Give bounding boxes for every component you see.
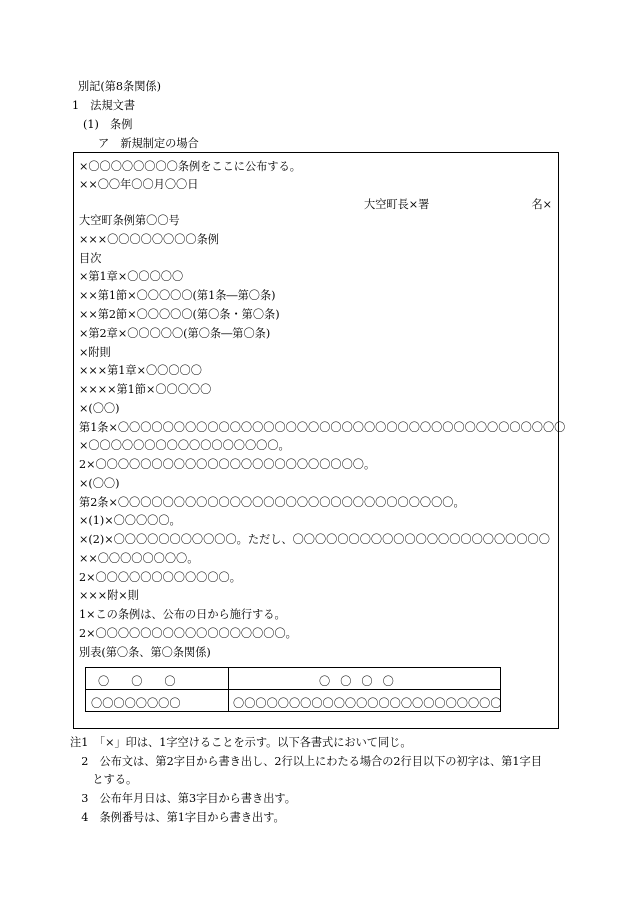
article-1-paragraph-2: 2×〇〇〇〇〇〇〇〇〇〇〇〇〇〇〇〇〇〇〇〇〇〇〇〇。 — [79, 458, 376, 471]
note-1: 注1 「×」印は、1字空けることを示す。以下各書式において同じ。 — [70, 736, 412, 749]
supplementary-provision-2: 2×〇〇〇〇〇〇〇〇〇〇〇〇〇〇〇〇〇。 — [79, 627, 297, 640]
supplementary-heading: ×××附×則 — [79, 589, 139, 602]
article-2-item-2-line-1: ×(2)×〇〇〇〇〇〇〇〇〇〇〇。ただし、〇〇〇〇〇〇〇〇〇〇〇〇〇〇〇〇〇〇〇〇〇〇〇 — [79, 533, 550, 546]
article-2-paragraph-2: 2×〇〇〇〇〇〇〇〇〇〇〇〇。 — [79, 571, 241, 584]
ordinance-title: ×××〇〇〇〇〇〇〇〇条例 — [79, 233, 219, 246]
annex-table — [85, 667, 501, 712]
article-caption: ×(〇〇) — [79, 477, 120, 490]
table-cell: 〇〇〇〇〇〇〇〇〇〇〇〇〇〇〇〇〇〇〇〇〇〇〇〇 — [233, 697, 502, 710]
toc-item: ×第1章×〇〇〇〇〇 — [79, 270, 184, 283]
note-3: 3 公布年月日は、第3字目から書き出す。 — [70, 792, 296, 805]
table-header-cell: 〇〇〇 — [86, 668, 229, 690]
subsection-heading: (1) 条例 — [83, 118, 133, 131]
chapter-heading: ×××第1章×〇〇〇〇〇 — [79, 364, 202, 377]
article-2-item-2-line-2: ××〇〇〇〇〇〇〇〇。 — [79, 552, 199, 565]
article-2-line-1: 第2条×〇〇〇〇〇〇〇〇〇〇〇〇〇〇〇〇〇〇〇〇〇〇〇〇〇〇〇〇〇〇。 — [79, 496, 465, 509]
article-1-line-2: ×〇〇〇〇〇〇〇〇〇〇〇〇〇〇〇〇〇。 — [79, 439, 290, 452]
article-caption: ×(〇〇) — [79, 402, 120, 415]
annex-heading: 別記(第8条関係) — [78, 80, 161, 93]
toc-title: 目次 — [79, 252, 102, 265]
mayor-title: 大空町長×署 — [364, 198, 430, 211]
note-4: 4 条例番号は、第1字目から書き出す。 — [70, 811, 285, 824]
promulgation-text: ×〇〇〇〇〇〇〇〇条例をここに公布する。 — [79, 160, 301, 173]
table-header-cell: 〇〇〇〇 — [229, 668, 500, 690]
toc-item: ××第2節×〇〇〇〇〇(第〇条・第〇条) — [79, 308, 280, 321]
mayor-name: 名× — [531, 198, 552, 211]
ordinance-number: 大空町条例第〇〇号 — [79, 214, 180, 227]
article-2-item-1: ×(1)×〇〇〇〇〇。 — [79, 514, 181, 527]
promulgation-date: ××〇〇年〇〇月〇〇日 — [79, 178, 199, 191]
supplementary-provision-1: 1×この条例は、公布の日から施行する。 — [79, 608, 286, 621]
toc-item: ×附則 — [79, 346, 111, 359]
note-2: 2 公布文は、第2字目から書き出し、2行以上にわたる場合の2行目以下の初字は、第1字目 — [70, 755, 542, 768]
toc-item: ×第2章×〇〇〇〇〇(第〇条―第〇条) — [79, 327, 271, 340]
section-heading: 1 法規文書 — [72, 99, 136, 112]
table-caption: 別表(第〇条、第〇条関係) — [79, 646, 211, 659]
article-1-line-1: 第1条×〇〇〇〇〇〇〇〇〇〇〇〇〇〇〇〇〇〇〇〇〇〇〇〇〇〇〇〇〇〇〇〇〇〇〇〇〇〇〇〇 — [79, 421, 566, 434]
table-cell: 〇〇〇〇〇〇〇〇 — [86, 690, 229, 711]
note-2-continued: とする。 — [70, 773, 138, 786]
ordinance-template-frame — [73, 152, 566, 729]
toc-item: ××第1節×〇〇〇〇〇(第1条―第〇条) — [79, 289, 276, 302]
section-title: ××××第1節×〇〇〇〇〇 — [79, 383, 212, 396]
item-heading: ア 新規制定の場合 — [98, 137, 199, 150]
